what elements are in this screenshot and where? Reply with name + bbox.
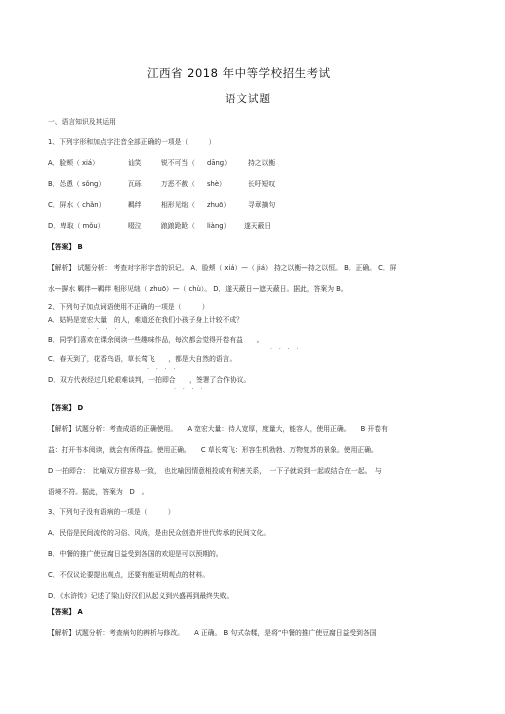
q3-option-c: C．不仅议论要提出观点，还要有能证明观点的材料。 xyxy=(48,571,210,579)
q1-option-c-1: C．屏水（ chǎn） xyxy=(48,201,106,209)
q1-option-c-2: 羁绊 xyxy=(128,201,142,209)
q1-option-a-2: 讪笑 xyxy=(128,159,142,167)
q3-option-d: D．《水浒传》记述了梁山好汉们从起义到兴盛再到最终失败。 xyxy=(48,592,234,600)
q1-option-d-5: 遂天蔽日 xyxy=(244,222,272,230)
q1-option-c-4: zhuō） xyxy=(207,201,231,209)
q2-analysis-line-2: 益：打开书本阅读，就会有所得益。使用正确。 C 草长莺飞：形容生机勃勃、万物复苏的景象。使用正确。 xyxy=(48,446,378,454)
q2-emphasis-dots-d: · · · · xyxy=(174,386,205,393)
q1-option-b-2: 瓦砾 xyxy=(128,180,142,188)
q2-option-a: A．姑妈是宽宏大量 的人，难道还在我们小孩子身上计较不成？ xyxy=(48,316,243,324)
q1-option-b-4: shè） xyxy=(207,180,226,188)
q2-analysis-line-4: 语境不符。据此，答案为 D 。 xyxy=(48,488,149,496)
q2-analysis-line-3: D 一拍即合： 比喻双方很容易一致， 也比喻因情意相投或有利害关系， 一下子就说到一起或结合在一起。 与 xyxy=(48,467,382,475)
q1-option-c-5: 寻章摘句 xyxy=(248,201,276,209)
q2-emphasis-dots-b: · · · · xyxy=(270,346,301,353)
q2-analysis-line-1: 【解析】试题分析：考查成语的正确使用。 A 宽宏大量：待人宽厚，度量大，能容人，使用正确。 B 开卷有 xyxy=(48,425,388,433)
q1-option-b-5: 长吁短叹 xyxy=(248,180,276,188)
q1-option-d-4: liàng） xyxy=(207,222,231,230)
q1-option-d-2: 啜泣 xyxy=(128,222,142,230)
q1-stem: 1、下列字形和加点字注音全部正确的一项是（ ） xyxy=(48,138,216,146)
q2-option-c: C．春天到了，花香鸟语，草长莺飞 ，都是大自然的语言。 xyxy=(48,355,237,363)
q1-option-a-1: A．脸颊（ xiá） xyxy=(48,159,99,167)
q1-option-a-3: 锐不可当（ xyxy=(161,159,195,167)
q3-option-b: B．中餐的推广使豆腐日益受到各国的欢迎是可以预期的。 xyxy=(48,550,223,558)
q3-analysis-line-1: 【解析】试题分析：考查病句的辨析与修改。 A 正确。 B 句式杂糅，是将“中餐的推广使豆腐日益受到各国 xyxy=(48,629,377,637)
section-heading: 一、语言知识及其运用 xyxy=(48,118,116,126)
q1-analysis-line-1: 【解析】 试题分析： 考查对字形字音的识记。 A．脸颊（ xiá）—（ jiá） 持之以衡—持之以恒。 B．正确。 C．屏 xyxy=(48,264,397,272)
q1-option-d-3: 踉踉跄跄（ xyxy=(161,222,195,230)
q1-option-b-1: B．怂恿（ sǒng） xyxy=(48,180,106,188)
page-title: 江西省 2018 年中等学校招生考试 xyxy=(147,66,331,80)
q3-answer: 【答案】 A xyxy=(48,608,83,616)
q2-emphasis-dots-c: · · · · xyxy=(147,366,178,373)
q2-option-b: B．同学们喜欢在课余阅读一些趣味作品，每次都会觉得开卷有益 。 xyxy=(48,336,264,344)
q3-option-a: A．民俗是民间流传的习俗、风尚，是由民众创造并世代传承的民间文化。 xyxy=(48,529,271,537)
q1-option-a-5: 持之以衡 xyxy=(248,159,276,167)
q2-option-d: D．双方代表经过几轮艰难谈判，一拍即合 ，签署了合作协议。 xyxy=(48,376,251,384)
page-subtitle: 语文试题 xyxy=(225,93,271,105)
q3-stem: 3、下列句子没有语病的一项是（ ） xyxy=(48,508,175,516)
q1-option-a-4: dāng） xyxy=(207,159,231,167)
q1-analysis-line-2: 水—摒水 羁伴—羁绊 相形见绌（ zhuō）—（ chù）。 D．遂天蔽日—遮天蔽日。据此，答案为 B。 xyxy=(48,285,348,293)
q2-answer: 【答案】 D xyxy=(48,404,84,412)
q2-stem: 2、下列句子加点词语使用不正确的一项是（ ） xyxy=(48,303,209,311)
q1-option-d-1: D．卑取（ mǒu） xyxy=(48,222,105,230)
q1-option-c-3: 相形见绌（ xyxy=(161,201,195,209)
q1-answer: 【答案】 B xyxy=(48,243,83,251)
q2-emphasis-dots-a: · · · · xyxy=(88,326,119,333)
q1-option-b-3: 万恶不赦（ xyxy=(161,180,195,188)
